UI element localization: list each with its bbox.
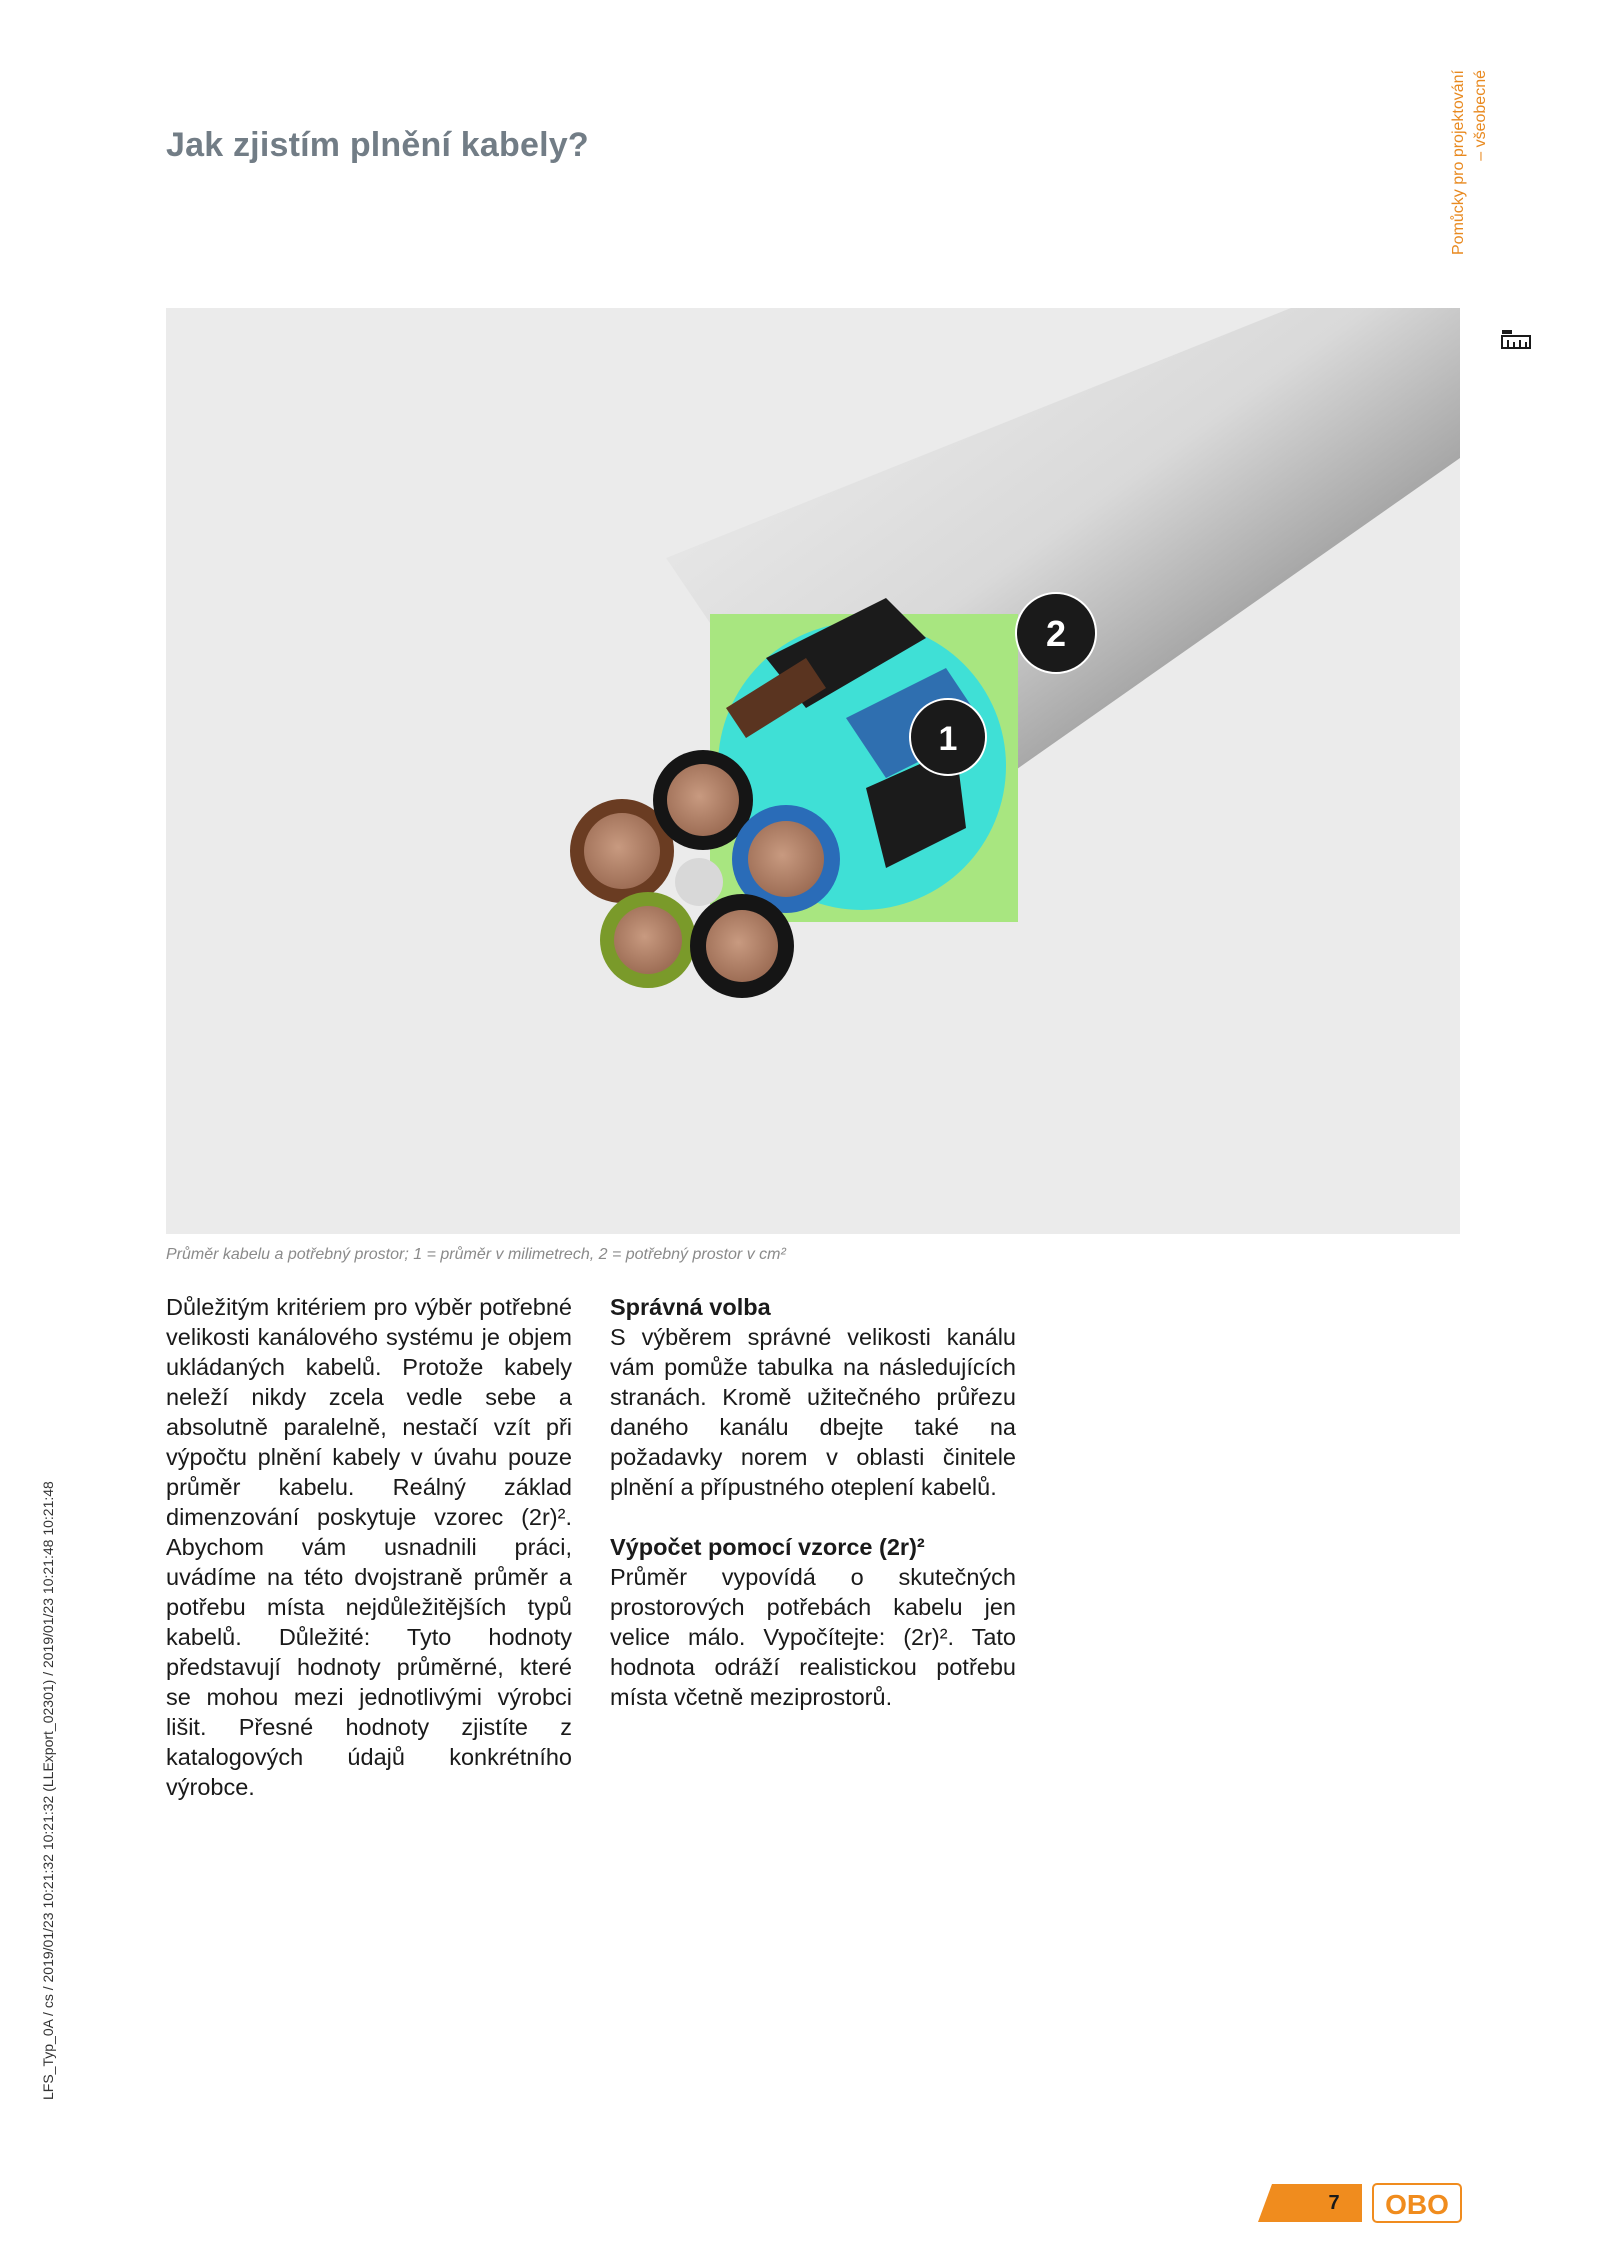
- cable-cross-section-photo: [166, 308, 1460, 1234]
- figure-caption: Průměr kabelu a potřebný prostor; 1 = průměr v milimetrech, 2 = potřebný prostor v cm²: [166, 1246, 786, 1263]
- page-title: Jak zjistím plnění kabely?: [166, 126, 589, 164]
- side-category-label: Pomůcky pro projektování – všeobecné: [1450, 70, 1489, 255]
- intro-column: [166, 1292, 572, 1802]
- section-heading-vypocet: Výpočet pomocí vzorce (2r)²: [610, 1534, 925, 1560]
- export-metadata: LFS_Typ_0A / cs / 2019/01/23 10:21:32 10:21:32 (LLExport_02301) / 2019/01/23 10:21:48 10:21:48: [40, 1481, 56, 2100]
- section-text-spravna-volba: S výběrem správné velikosti kanálu vám pomůže tabulka na následujících stranách. Kromě užitečného průřezu daného kanálu dbejte také na požadavky norem v oblasti činitele plnění a přípustného oteplení kabelů.: [610, 1324, 1016, 1500]
- ruler-icon: [1500, 326, 1532, 354]
- svg-text:OBO: OBO: [1385, 2189, 1449, 2220]
- marker-1: [910, 699, 986, 775]
- obo-logo: [1372, 2180, 1462, 2226]
- intro-paragraph: Důležitým kritériem pro výběr potřebné velikosti kanálového systému je objem ukládaných kabelů. Protože kabely neleží nikdy zcela vedle sebe a absolutně paralelně, nestačí vzít při výpočtu plnění kabely v úvahu pouze průměr kabelu. Reálný základ dimenzování poskytuje vzorec (2r)². Abychom vám usnadnili práci, uvádíme na této dvojstraně průměr a potřebu místa nejdůležitějších typů kabelů. Důležité: Tyto hodnoty představují hodnoty průměrné, které se mohou mezi jednotlivými výrobci lišit. Přesné hodnoty zjistíte z katalogových údajů konkrétního výrobce.: [166, 1294, 572, 1800]
- marker-2: [1016, 593, 1096, 673]
- svg-text:2: 2: [1045, 613, 1067, 654]
- section-heading-spravna-volba: Správná volba: [610, 1294, 771, 1320]
- info-column: [610, 1292, 1016, 1712]
- side-category: [1448, 70, 1518, 280]
- svg-text:1: 1: [938, 720, 958, 758]
- page-number: 7: [1328, 2192, 1340, 2214]
- section-text-vypocet: Průměr vypovídá o skutečných prostorových potřebách kabelu jen velice málo. Vypočítejte: (2r)². Tato hodnota odráží realistickou potřebu místa včetně meziprostorů.: [610, 1564, 1016, 1710]
